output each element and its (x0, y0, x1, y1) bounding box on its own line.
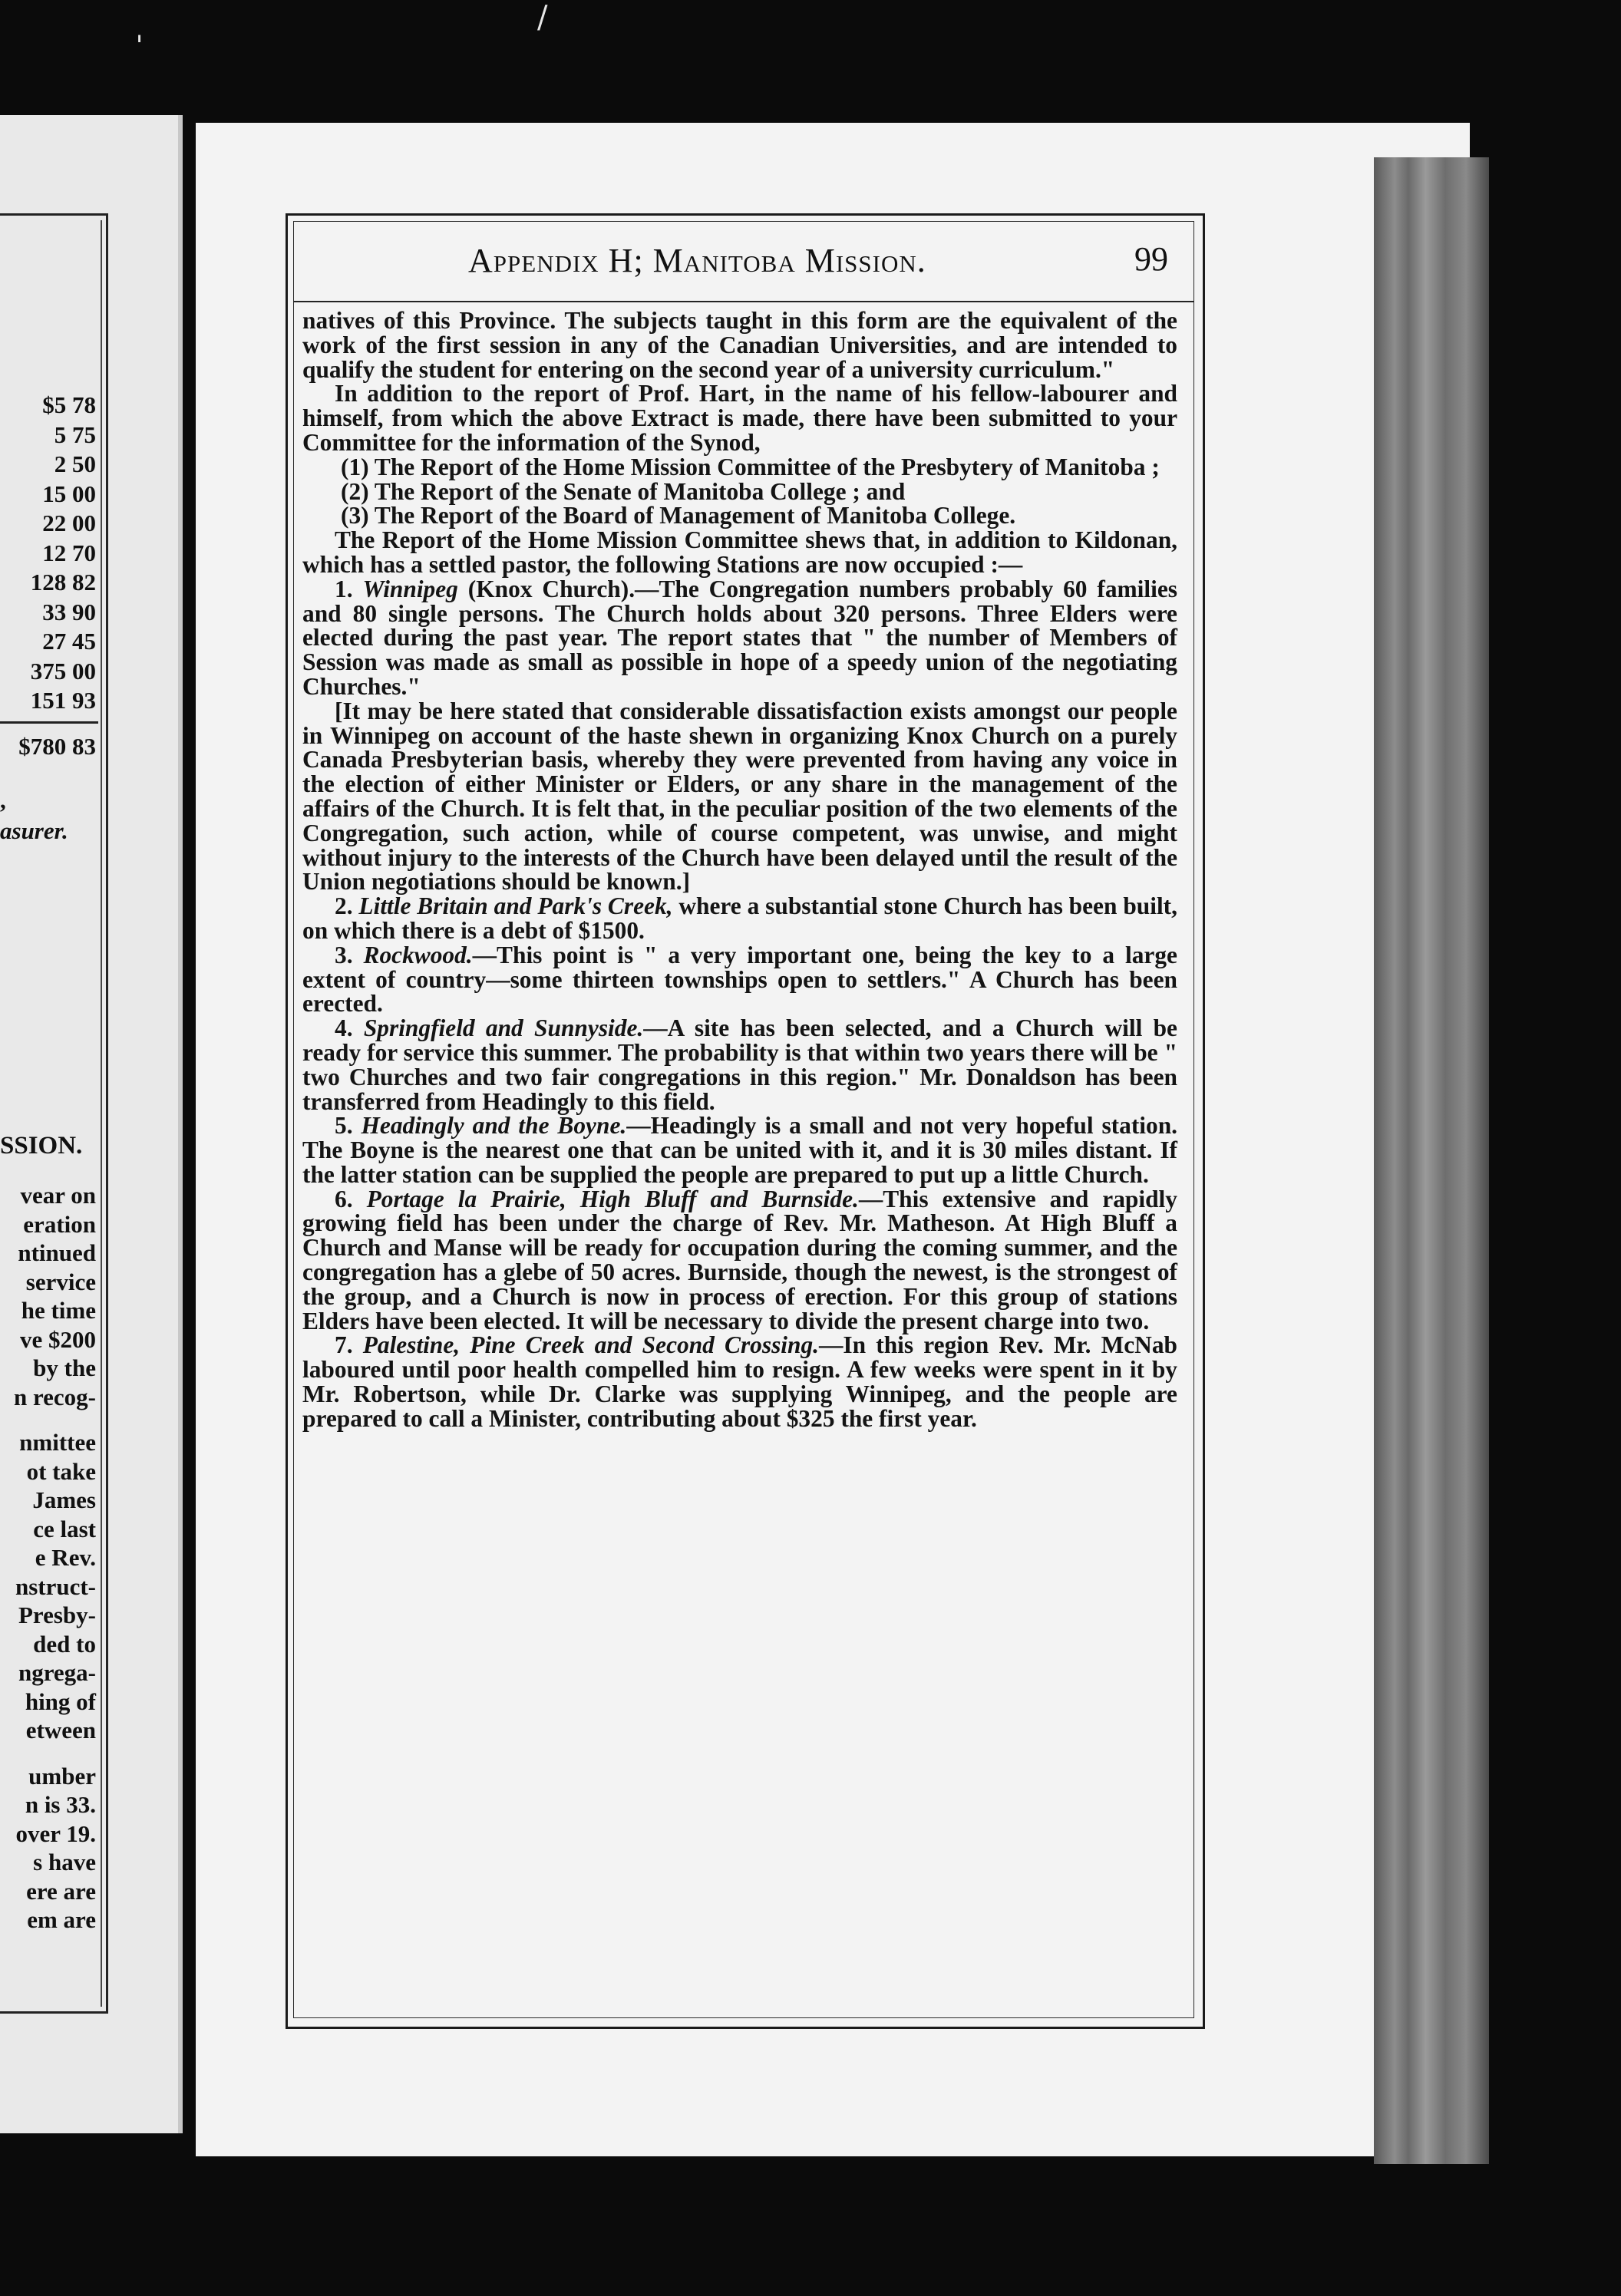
paragraph: natives of this Province. The subjects taught in this form are the equivalent of the work of the first session in any of the Canadian Universities, and are intended to qualify the student for entering on the second year of a university curriculum." (302, 307, 1177, 383)
station-number: 3. (335, 941, 353, 968)
station-entry (302, 943, 1177, 1016)
report-list-item: (1) The Report of the Home Mission Committee of the Presbytery of Manitoba ; (341, 453, 1160, 480)
text-fragment: ngrega- (18, 1659, 96, 1686)
running-title: Appendix H; Manitoba Mission. (468, 242, 926, 279)
text-fragment: James (32, 1486, 96, 1513)
bracketed-note: [It may be here stated that considerable dissatisfaction exists amongst our people in Winnipeg on account of the haste shewn in organizing Knox Church on a purely Canada Presbyterian basis, whereby they were prevented from having any voice in the election of either Minister or Elders, or any share in the management of the affairs of the Church. It is felt that, in the peculiar position of the two elements of the Congregation, such action, while of course competent, was unwise, and might without injury to the interests of the Church have been delayed until the result of the Union negotiations should be known.] (302, 697, 1177, 896)
ledger-amount: 128 82 (30, 569, 96, 595)
text-fragment: ve $200 (19, 1325, 96, 1353)
ledger-amount: 15 00 (42, 480, 96, 507)
text-fragment: Presby- (18, 1602, 96, 1628)
total-rule (0, 721, 98, 724)
ledger-amount: $5 78 (42, 391, 96, 418)
text-fragment: by the (33, 1354, 96, 1381)
text-fragment: etween (25, 1717, 96, 1743)
station-entry (302, 894, 1177, 943)
header-rule (293, 301, 1194, 302)
station-text: —In this region Rev. Mr. McNab laboured until poor health compelled him to resign. A few weeks were spent in it by Mr. Robertson, while Dr. Clarke was supplying Winnipeg, and the people are prepared to call a Minister, contributing about $325 the first year. (302, 1331, 1177, 1432)
station-name: Rockwood. (363, 941, 473, 968)
ledger-amount: 375 00 (30, 657, 96, 685)
facing-page (0, 115, 183, 2133)
text-fragment: umber (28, 1762, 96, 1790)
station-text: —This point is " a very important one, being the key to a large extent of country—some thirteen townships open to settlers." A Church has been erected. (302, 941, 1177, 1018)
text-fragment: nmittee (19, 1429, 96, 1456)
text-fragment: ce last (33, 1515, 96, 1542)
text-fragment: over 19. (15, 1819, 96, 1847)
report-list-item: (2) The Report of the Senate of Manitoba College ; and (341, 477, 906, 505)
signature-fragment: , (0, 787, 6, 813)
station-name: Winnipeg (362, 575, 458, 602)
station-text: where a substantial stone Church has been built, on which there is a debt of $1500. (302, 892, 1177, 944)
station-number: 4. (335, 1014, 353, 1042)
ledger-amount: 22 00 (42, 510, 96, 536)
station-text: —A site has been selected, and a Church will be ready for service this summer. The probability is that within two years there will be " two Churches and two fair congregations in this region." Mr. Donaldson has been transferred from Headingly to this field. (302, 1014, 1177, 1115)
section-heading-fragment: SSION. (0, 1132, 83, 1160)
page-edges (1374, 157, 1489, 2164)
ledger-amount: 151 93 (30, 687, 96, 714)
text-fragment: ot take (26, 1457, 96, 1485)
station-text: —This extensive and rapidly growing field has been under the charge of Rev. Mr. Matheson. At High Bluff a Church and Manse will be ready for occupation during the coming summer, and the congregation has a glebe of 50 acres. Burnside, though the newest, is the strongest of the group, and a Church is now in process of erection. For this group of stations Elders have been elected. It will be necessary to divide the present charge into two. (302, 1185, 1177, 1334)
ledger-amount: 5 75 (54, 421, 96, 448)
ledger-amount: 27 45 (42, 628, 96, 655)
text-fragment: nstruct- (15, 1572, 96, 1600)
station-number: 5. (335, 1112, 353, 1140)
text-fragment: ntinued (18, 1239, 96, 1266)
station-name: Portage la Prairie, High Bluff and Burnside. (366, 1185, 859, 1212)
station-number: 2. (335, 892, 353, 920)
text-fragment: em are (27, 1906, 96, 1933)
station-number: 6. (335, 1185, 353, 1212)
station-entry (302, 577, 1177, 699)
paragraph: The Report of the Home Mission Committee shews that, in addition to Kildonan, which has a settled pastor, the following Stations are now occupied :— (302, 526, 1177, 578)
station-entry (302, 1187, 1177, 1334)
station-name: Little Britain and Park's Creek, (358, 892, 673, 920)
ledger-amount: 33 90 (42, 598, 96, 625)
ledger-amount: 12 70 (42, 539, 96, 566)
ledger-total: $780 83 (18, 733, 96, 760)
scan-speck: ˌ (135, 11, 144, 46)
station-text: (Knox Church).—The Congregation numbers probably 60 families and 80 single persons. The Church holds about 320 persons. Three Elders were elected during the past year. The report states that " the number of Members of Session was made as small as possible in hope of a speedy union of the negotiating Churches." (302, 575, 1177, 700)
page-body (302, 308, 1177, 1431)
paragraph: In addition to the report of Prof. Hart, in the name of his fellow-labourer and himself, from which the above Extract is made, there have been submitted to your Committee for the information of the Synod, (302, 380, 1177, 456)
station-number: 7. (335, 1331, 353, 1359)
station-number: 1. (335, 575, 353, 602)
station-entry (302, 1333, 1177, 1430)
page-number: 99 (1134, 240, 1168, 278)
text-fragment: he time (21, 1297, 96, 1324)
text-fragment: ere are (26, 1877, 96, 1905)
station-name: Springfield and Sunnyside. (363, 1014, 644, 1042)
text-fragment: e Rev. (35, 1544, 96, 1571)
running-header (293, 238, 1194, 296)
text-fragment: n recog- (13, 1383, 96, 1410)
text-fragment: vear on (20, 1182, 96, 1209)
station-name: Palestine, Pine Creek and Second Crossing. (362, 1331, 820, 1359)
text-fragment: hing of (25, 1687, 96, 1715)
station-entry (302, 1016, 1177, 1113)
station-text: —Headingly is a small and not very hopeful station. The Boyne is the nearest one that can be united with it, and it is 30 miles distant. If the latter station can be supplied the people are prepared to put up a little Church. (302, 1112, 1178, 1188)
text-fragment: eration (23, 1210, 96, 1238)
station-name: Headingly and the Boyne. (361, 1112, 627, 1140)
scan-speck: / (537, 0, 548, 35)
treasurer-signature: asurer. (0, 817, 68, 844)
text-fragment: service (25, 1268, 96, 1295)
text-fragment: ded to (33, 1630, 96, 1658)
ledger-amount: 2 50 (54, 450, 96, 477)
station-entry (302, 1113, 1177, 1186)
report-list-item: (3) The Report of the Board of Management of Manitoba College. (341, 502, 1016, 529)
text-fragment: n is 33. (25, 1791, 96, 1818)
text-fragment: s have (33, 1849, 96, 1875)
